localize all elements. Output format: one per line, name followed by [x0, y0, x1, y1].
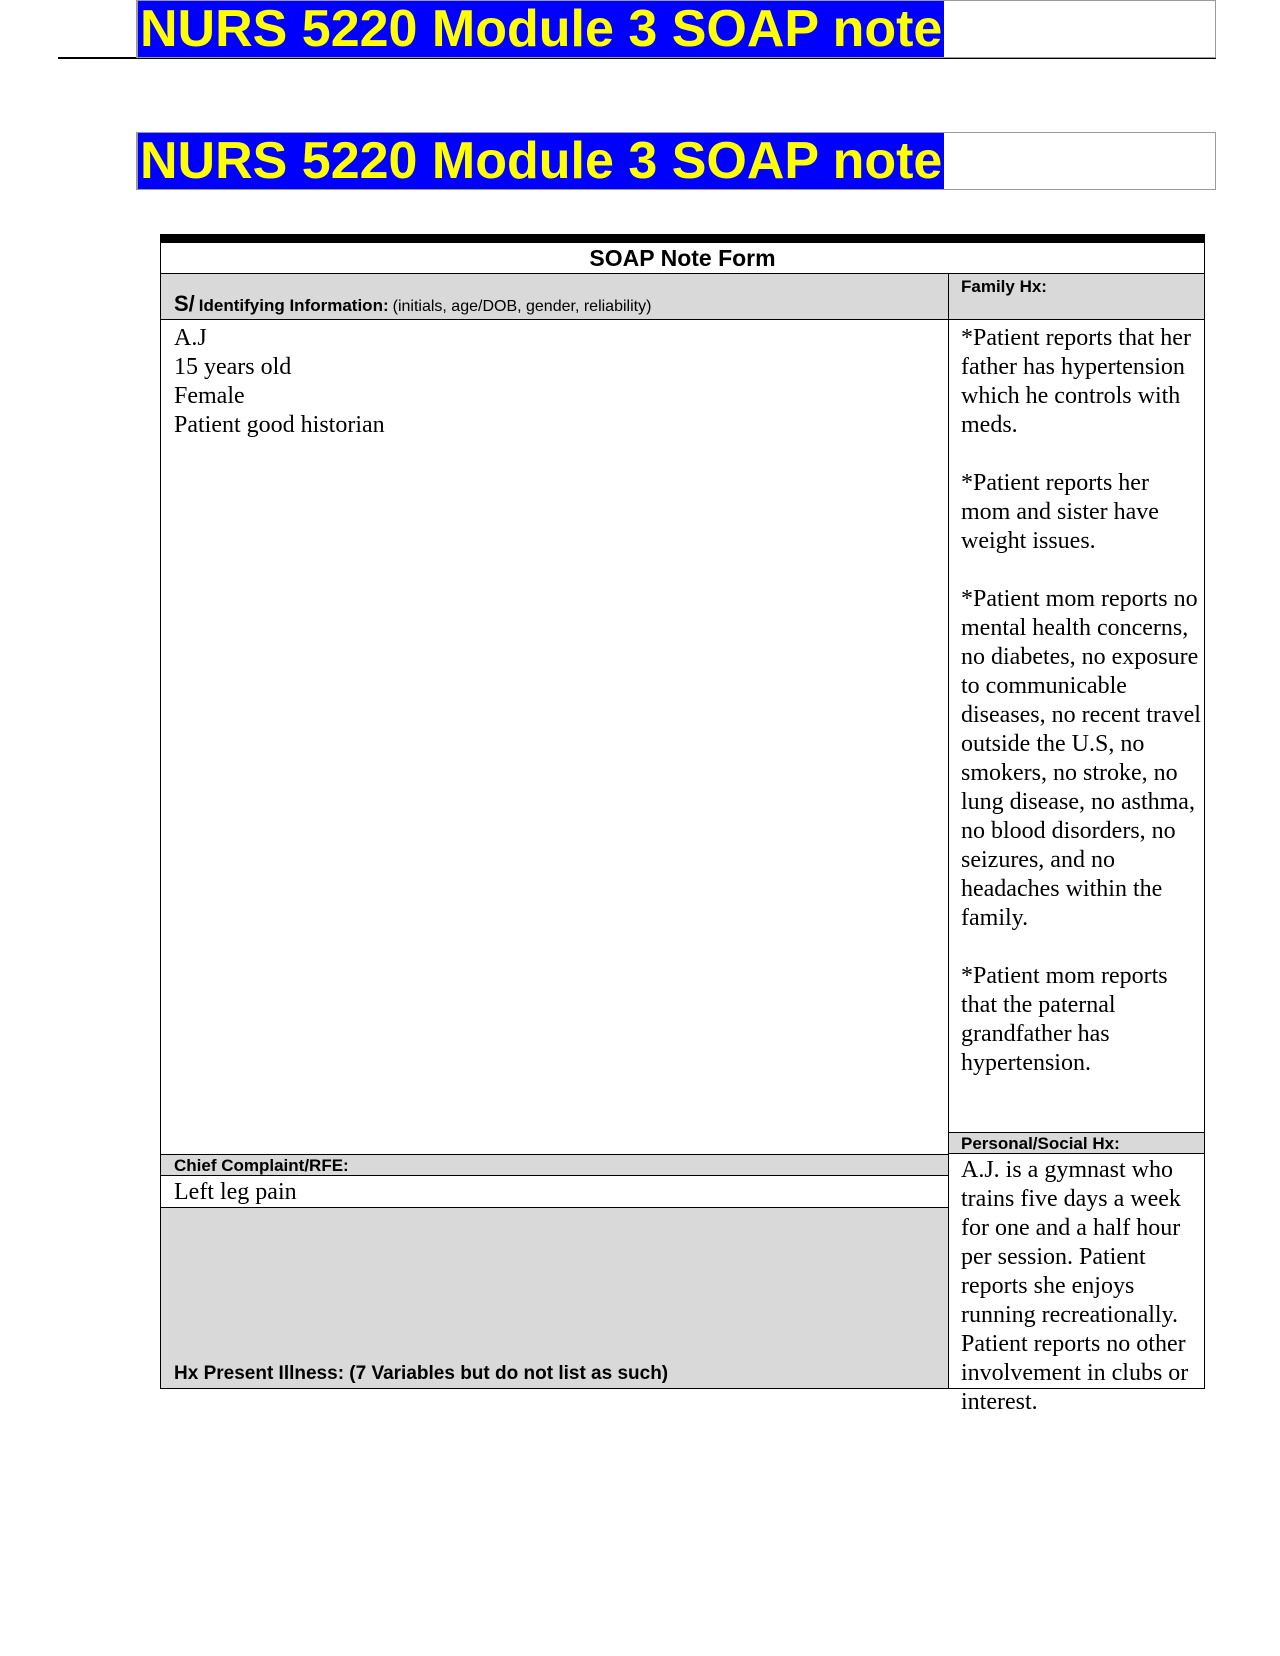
patient-gender: Female [174, 383, 245, 409]
identifying-info-hint: (initials, age/DOB, gender, reliability) [392, 298, 652, 315]
form-grid [161, 274, 1204, 1415]
identifying-info-heading [174, 291, 651, 317]
family-hx-body [961, 324, 1201, 1107]
document-title-top: NURS 5220 Module 3 SOAP note [140, 0, 943, 58]
personal-social-hx-text: A.J. is a gymnast who trains five days a week for one and a half hour per session. Patient reports she enjoys running recreationally. Patient reports no other involvement in clubs or interest. [961, 1157, 1189, 1415]
form-top-bar [161, 235, 1204, 243]
family-hx-header [949, 274, 1204, 320]
left-column [161, 274, 949, 1388]
personal-social-hx-label: Personal/Social Hx: [961, 1134, 1120, 1153]
subjective-prefix: S/ [174, 291, 195, 316]
chief-complaint-header [161, 1154, 948, 1176]
family-hx-paragraph: *Patient reports that her father has hypertension which he controls with meds. [961, 325, 1191, 438]
patient-reliability: Patient good historian [174, 412, 385, 438]
patient-initials: A.J [174, 325, 207, 351]
form-title: SOAP Note Form [161, 243, 1204, 274]
hpi-section [161, 1207, 948, 1388]
identifying-info-label: Identifying Information: [198, 296, 389, 315]
right-column [949, 274, 1204, 1415]
document-title-box-second [136, 132, 1216, 190]
personal-social-hx-body [961, 1156, 1206, 1417]
chief-complaint-label: Chief Complaint/RFE: [174, 1156, 349, 1175]
family-hx-paragraph: *Patient reports her mom and sister have weight issues. [961, 470, 1159, 554]
personal-social-hx-header [949, 1132, 1204, 1154]
document-title-second: NURS 5220 Module 3 SOAP note [140, 132, 943, 190]
family-hx-label: Family Hx: [961, 277, 1047, 296]
family-hx-paragraph: *Patient mom reports no mental health concerns, no diabetes, no exposure to communicable diseases, no recent travel outside the U.S, no smokers, no stroke, no lung disease, no asthma, no blood disorders, no seizures, and no headaches within the family. [961, 586, 1201, 931]
patient-age: 15 years old [174, 354, 292, 380]
document-title-box-top [136, 0, 1216, 58]
identifying-info-header [161, 274, 948, 320]
soap-note-form [160, 234, 1205, 1415]
chief-complaint-value: Left leg pain [174, 1179, 297, 1205]
hpi-label: Hx Present Illness: (7 Variables but do not list as such) [174, 1363, 669, 1384]
family-hx-paragraph: *Patient mom reports that the paternal grandfather has hypertension. [961, 963, 1168, 1076]
identifying-info-values [174, 324, 385, 440]
